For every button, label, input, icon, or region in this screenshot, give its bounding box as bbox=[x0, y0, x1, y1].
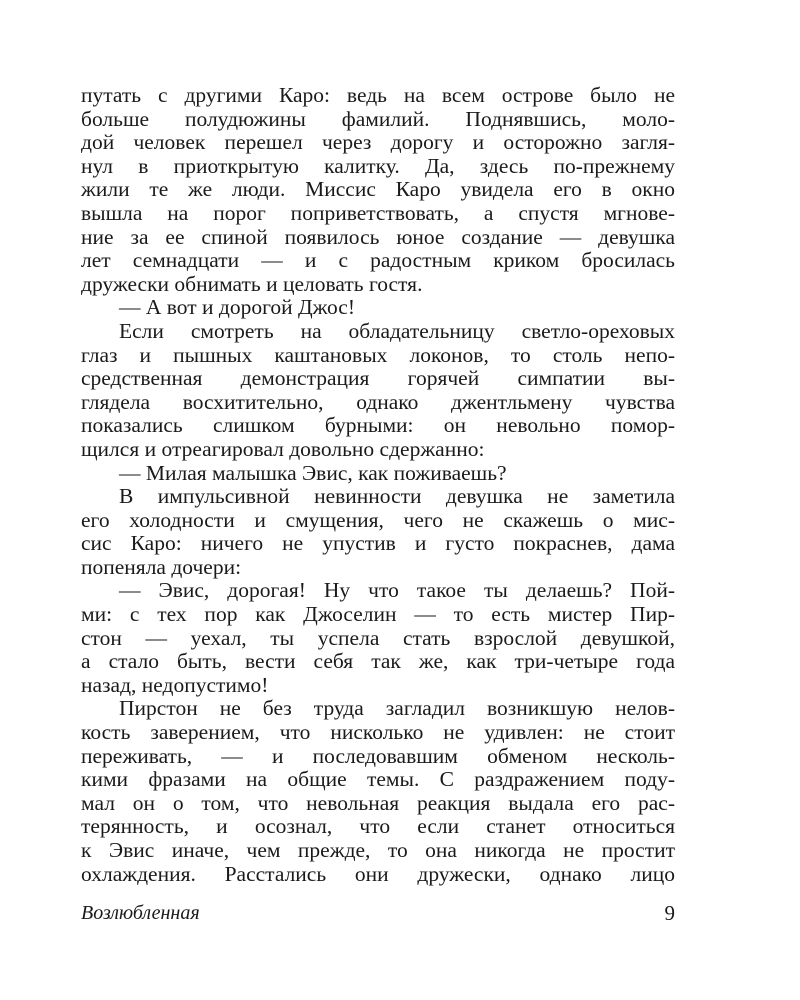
dialogue-line: — Милая малышка Эвис, как поживаешь? bbox=[119, 460, 507, 485]
body-text bbox=[81, 84, 675, 886]
text-line: показались слишком бурными: он невольно помор- bbox=[81, 413, 675, 438]
text-line: его холодности и смущения, чего не скажешь о мис- bbox=[81, 507, 675, 532]
running-title: Возлюбленная bbox=[81, 902, 200, 924]
paragraph-start-line: В импульсивной невинности девушка не заметила bbox=[119, 484, 675, 509]
text-line: больше полудюжины фамилий. Поднявшись, моло- bbox=[81, 106, 675, 131]
text-line: терянность, и осознал, что если станет относиться bbox=[81, 814, 675, 839]
text-line: глаз и пышных каштановых локонов, то столь непо- bbox=[81, 342, 675, 367]
text-line: к Эвис иначе, чем прежде, то она никогда не простит bbox=[81, 838, 675, 862]
text-line: лет семнадцати — и с радостным криком бросилась bbox=[81, 248, 675, 273]
text-line: кость заверением, что нисколько не удивлен: не стоит bbox=[81, 720, 675, 745]
text-line: сис Каро: ничего не упустив и густо покраснев, дама bbox=[81, 531, 675, 556]
text-line: дой человек перешел через дорогу и осторожно загля- bbox=[81, 130, 675, 155]
paragraph-start-line: Пирстон не без труда загладил возникшую нелов- bbox=[119, 696, 675, 721]
page-number: 9 bbox=[664, 901, 675, 925]
paragraph-start-line: Если смотреть на обладательницу светло-ореховых bbox=[119, 318, 675, 343]
text-line: щился и отреагировал довольно сдержанно: bbox=[81, 436, 485, 461]
text-line: назад, недопустимо! bbox=[81, 672, 269, 697]
text-line: стон — уехал, ты успела стать взрослой девушкой, bbox=[81, 625, 675, 650]
dialogue-line: — А вот и дорогой Джос! bbox=[119, 295, 355, 320]
text-line: вышла на порог поприветствовать, а спустя мгнове- bbox=[81, 200, 675, 225]
text-line: мал он о том, что невольная реакция выдала его рас- bbox=[81, 790, 675, 815]
text-line: путать с другими Каро: ведь на всем острове было не bbox=[81, 83, 675, 107]
text-line: ние за ее спиной появилось юное создание — девушка bbox=[81, 224, 675, 249]
text-line: кими фразами на общие темы. С раздражением поду- bbox=[81, 767, 675, 792]
text-line: глядела восхитительно, однако джентльмену чувства bbox=[81, 389, 675, 414]
text-line: переживать, — и последовавшим обменом несколь- bbox=[81, 743, 675, 768]
text-line: средственная демонстрация горячей симпатии вы- bbox=[81, 366, 675, 391]
page-footer bbox=[81, 900, 675, 926]
text-line: охлаждения. Расстались они дружески, однако лицо bbox=[81, 861, 675, 886]
text-line: ми: с тех пор как Джоселин — то есть мистер Пир- bbox=[81, 602, 675, 627]
text-line: попеняла дочери: bbox=[81, 554, 242, 579]
text-line: жили те же люди. Миссис Каро увидела его в окно bbox=[81, 177, 675, 202]
dialogue-line: — Эвис, дорогая! Ну что такое ты делаешь? Пой- bbox=[119, 578, 675, 603]
text-line: дружески обнимать и целовать гостя. bbox=[81, 271, 423, 296]
text-line: а стало быть, вести себя так же, как три-четыре года bbox=[81, 649, 675, 674]
text-line: нул в приоткрытую калитку. Да, здесь по-прежнему bbox=[81, 153, 675, 178]
